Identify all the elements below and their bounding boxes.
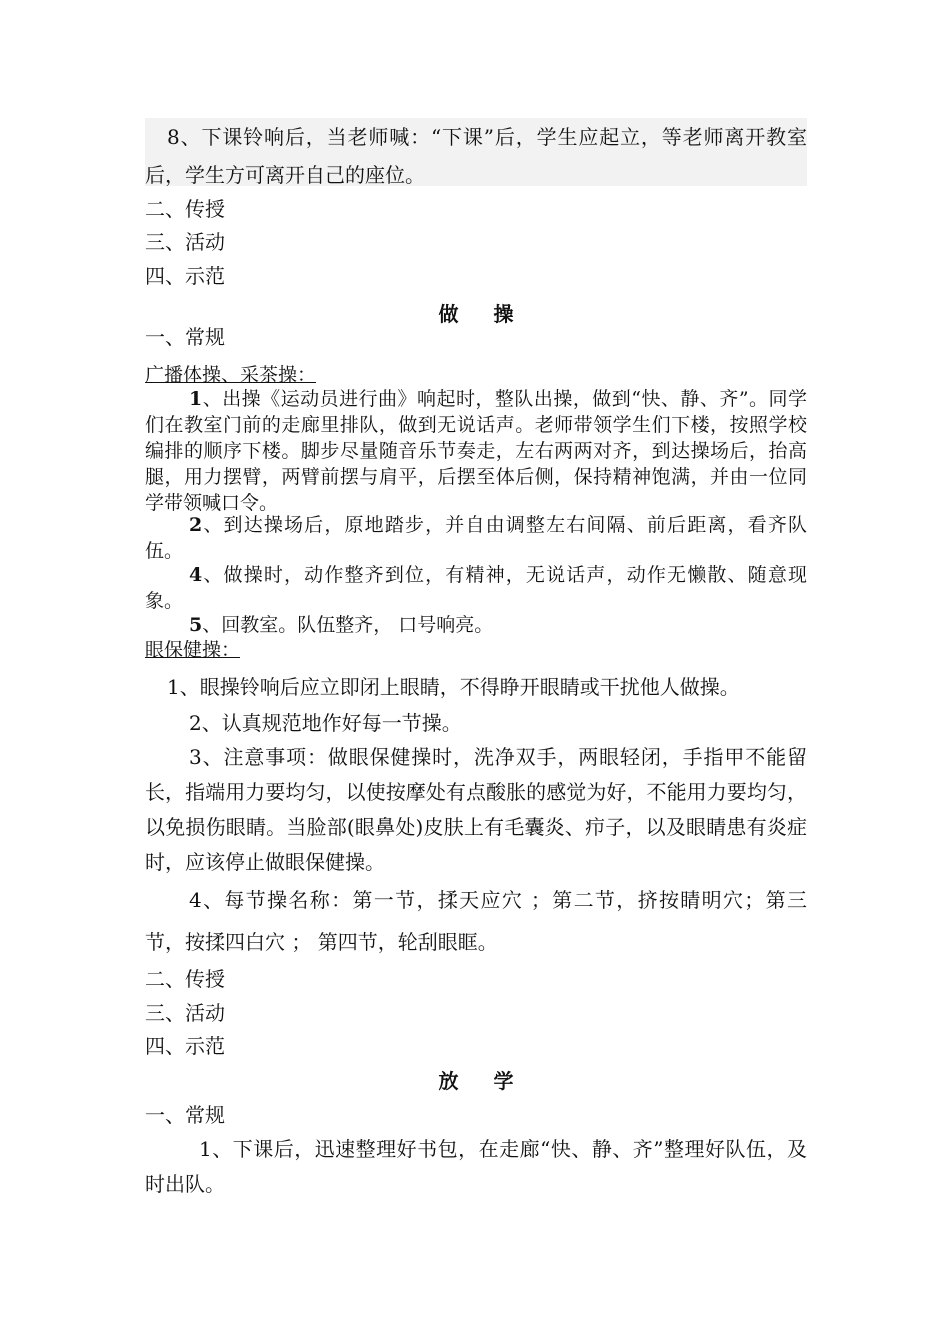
heading-routine-2: 一、常规 — [145, 1103, 225, 1127]
heading-transfer: 二、传授 — [145, 197, 225, 221]
heading-demo-2: 四、示范 — [145, 1034, 225, 1058]
paragraph-broadcast-4 — [145, 562, 807, 614]
section-title-dismissal: 放 学 — [438, 1069, 514, 1093]
label-broadcast — [145, 362, 807, 388]
paragraph-eye-2: 2、认真规范地作好每一节操。 — [189, 711, 462, 735]
broadcast-label: 广播体操、采茶操： — [145, 364, 317, 386]
heading-transfer-2: 二、传授 — [145, 967, 225, 991]
item-number: 4 — [189, 564, 203, 586]
eye-label: 眼保健操： — [145, 639, 241, 661]
item-text: 、出操《运动员进行曲》响起时，整队出操，做到“快、静、齐”。同学们在教室门前的走廊里排队，做到无说话声。老师带领学生们下楼，按照学校编排的顺序下楼。脚步尽量随音乐节奏走，左右两两对齐，到达操场后，抬高腿，用力摆臂，两臂前摆与肩平，后摆至体后侧，保持精神饱满，并由一位同学带领喊口令。 — [145, 388, 807, 514]
paragraph-broadcast-2 — [145, 512, 807, 564]
item-text: 、做操时，动作整齐到位，有精神，无说话声，动作无懒散、随意现象。 — [145, 564, 807, 612]
paragraph-eye-3: 3、注意事项：做眼保健操时，洗净双手，两眼轻闭，手指甲不能留长，指端用力要均匀，以使按摩处有点酸胀的感觉为好，不能用力要均匀，以免损伤眼睛。当脸部(眼鼻处)皮肤上有毛囊炎、疖子，以及眼睛患有炎症时，应该停止做眼保健操。 — [145, 745, 807, 874]
item-number: 2 — [189, 514, 203, 536]
heading-demo: 四、示范 — [145, 264, 225, 288]
item-text: 、回教室。队伍整齐， 口号响亮。 — [202, 614, 494, 636]
paragraph-item8: 8、下课铃响后，当老师喊：“下课”后，学生应起立，等老师离开教室后，学生方可离开自己的座位。 — [145, 118, 807, 186]
item-text: 、到达操场后，原地踏步，并自由调整左右间隔、前后距离，看齐队伍。 — [145, 514, 807, 562]
heading-routine: 一、常规 — [145, 325, 225, 349]
heading-activity-2: 三、活动 — [145, 1001, 225, 1025]
section-title-exercise: 做 操 — [438, 302, 514, 326]
label-eye — [145, 637, 807, 663]
paragraph-dismissal-1: 1、下课后，迅速整理好书包，在走廊“快、静、齐”整理好队伍，及时出队。 — [145, 1137, 807, 1196]
heading-activity: 三、活动 — [145, 230, 225, 254]
paragraph-eye-4: 4、每节操名称：第一节，揉天应穴 ；第二节，挤按睛明穴；第三节，按揉四白穴 ； 第四节，轮刮眼眶。 — [145, 888, 807, 954]
paragraph-broadcast-5 — [145, 612, 807, 638]
paragraph-eye-1: 1、眼操铃响后应立即闭上眼睛，不得睁开眼睛或干扰他人做操。 — [167, 675, 740, 699]
item-number: 1 — [189, 388, 203, 410]
paragraph-broadcast-1 — [145, 386, 807, 516]
item-number: 5 — [189, 614, 203, 636]
